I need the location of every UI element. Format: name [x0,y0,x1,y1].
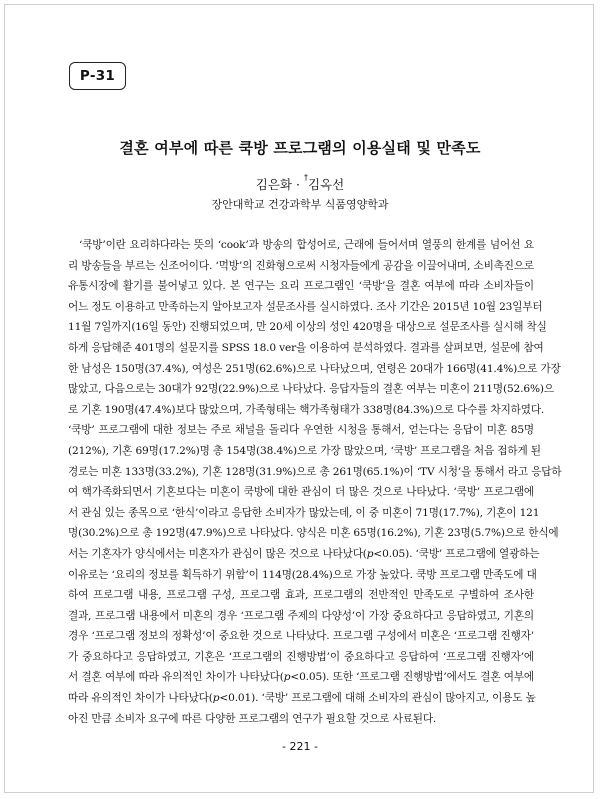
abstract-line: 아진 만큼 소비자 요구에 따른 다양한 프로그램의 연구가 필요할 것으로 사료된다. [68,712,437,725]
abstract-line: (212%), 기혼 69명(17.2%)명 총 154명(38.4%)으로 가장 많았으며, ‘쿡방’ 프로그램을 처음 접하게 된 [68,444,541,457]
abstract-line: 결과, 프로그램 내용에서 미혼의 경우 ‘프로그램 주제의 다양성’이 가장 중요하다고 응답하였고, 기혼의 [68,609,534,622]
corresponding-author-mark: † [303,173,308,182]
abstract-line: 하여 프로그램 내용, 프로그램 구성, 프로그램 효과, 프로그램의 전반적인 만족도로 구별하여 조사한 [68,589,534,602]
abstract-line: 경우 ‘프로그램 정보의 정확성’이 중요한 것으로 나타났다. 프로그램 구성에서 미혼은 ‘프로그램 진행자’ [68,630,534,643]
abstract-line: 서 결혼 여부에 따라 유의적인 차이가 나타났다(p<0.05). 또한 ‘프로그램 진행방법’에서도 결혼 여부에 [68,671,534,684]
abstract-line: 이유로는 ‘요리의 정보를 획득하기 위함’이 114명(28.4%)으로 가장 높았다. 쿡방 프로그램 만족도에 대 [68,568,537,581]
paper-title: 결혼 여부에 따른 쿡방 프로그램의 이용실태 및 만족도 [119,139,481,157]
author-line [0,175,600,193]
abstract-body [68,235,562,729]
abstract-line: 서는 기혼자가 양식에서는 미혼자가 관심이 많은 것으로 나타났다(p<0.05). ‘쿡방’ 프로그램에 열광하는 [68,547,540,560]
abstract-line: 서 관심 있는 종목으로 ‘한식’이라고 응답한 소비자가 많았는데, 이 중 미혼이 71명(17.7%), 기혼이 121 [68,506,540,519]
abstract-line: ‘쿡방’ 프로그램에 대한 정보는 주로 채널을 돌리다 우연한 시청을 통해서, 얻는다는 응답이 미혼 85명 [68,424,534,437]
abstract-line: 많았고, 다음으로는 30대가 92명(22.9%)으로 나타났다. 응답자들의 결혼 여부는 미혼이 211명(52.6%)으 [68,383,554,396]
abstract-line: 로 기혼 190명(47.4%)보다 많았으며, 가족형태는 핵가족형태가 338명(84.3%)으로 다수를 차지하였다. [68,403,545,416]
author-first: 김은화 [255,177,292,192]
author-second: 김옥선 [307,177,345,192]
abstract-line: ‘쿡방’이란 요리하다라는 뜻의 ‘cook’과 방송의 합성어로, 근래에 들어서며 열풍의 한계를 넘어선 요 [79,239,534,251]
abstract-line: 따라 유의적인 차이가 나타났다(p<0.01). ‘쿡방’ 프로그램에 대해 소비자의 관심이 많아지고, 이용도 높 [68,692,536,705]
abstract-line: 11월 7일까지(16일 동안) 진행되었으며, 만 20세 이상의 성인 420명을 대상으로 설문조사를 실시해 착실 [68,321,547,334]
presentation-code-badge: P-31 [69,62,126,90]
abstract-line: 가 중요하다고 응답하였고, 기혼은 ‘프로그램의 진행방법’이 중요하다고 응답하여 ‘프로그램 진행자’에 [68,650,534,663]
abstract-line: 유통시장에 활기를 불어넣고 있다. 본 연구는 요리 프로그램인 ‘쿡방’을 결혼 여부에 따라 소비자들이 [68,280,534,293]
affiliation: 장안대학교 건강과학부 식품영양학과 [211,198,389,211]
page-number: - 221 - [282,740,318,753]
abstract-line: 경로는 미혼 133명(33.2%), 기혼 128명(31.9%)으로 총 261명(65.1%)이 ‘TV 시청’을 통해서 라고 응답하 [68,465,562,478]
author-separator: · [296,177,300,192]
abstract-line: 명(30.2%)으로 총 192명(47.9%)으로 나타났다. 양식은 미혼 65명(16.2%), 기혼 23명(5.7%)으로 한식에 [68,527,559,540]
abstract-line: 한 남성은 150명(37.4%), 여성은 251명(62.6%)으로 나타났으며, 연령은 20대가 166명(41.4%)으로 가장 [68,362,561,375]
abstract-line: 리 방송들을 부르는 신조어이다. ‘먹방’의 진화형으로써 시청자들에게 공감을 이끌어내며, 소비촉진으로 [68,259,534,272]
abstract-line: 하게 응답해준 401명의 설문지를 SPSS 18.0 ver을 이용하여 분석하였다. 결과를 살펴보면, 설문에 참여 [68,341,544,354]
abstract-line: 여 핵가족화되면서 기혼보다는 미혼이 쿡방에 대한 관심이 더 많은 것으로 나타났다. ‘쿡방’ 프로그램에 [68,486,534,499]
abstract-line: 어느 정도 이용하고 만족하는지 알아보고자 설문조사를 실시하였다. 조사 기간은 2015년 10월 23일부터 [68,300,543,313]
